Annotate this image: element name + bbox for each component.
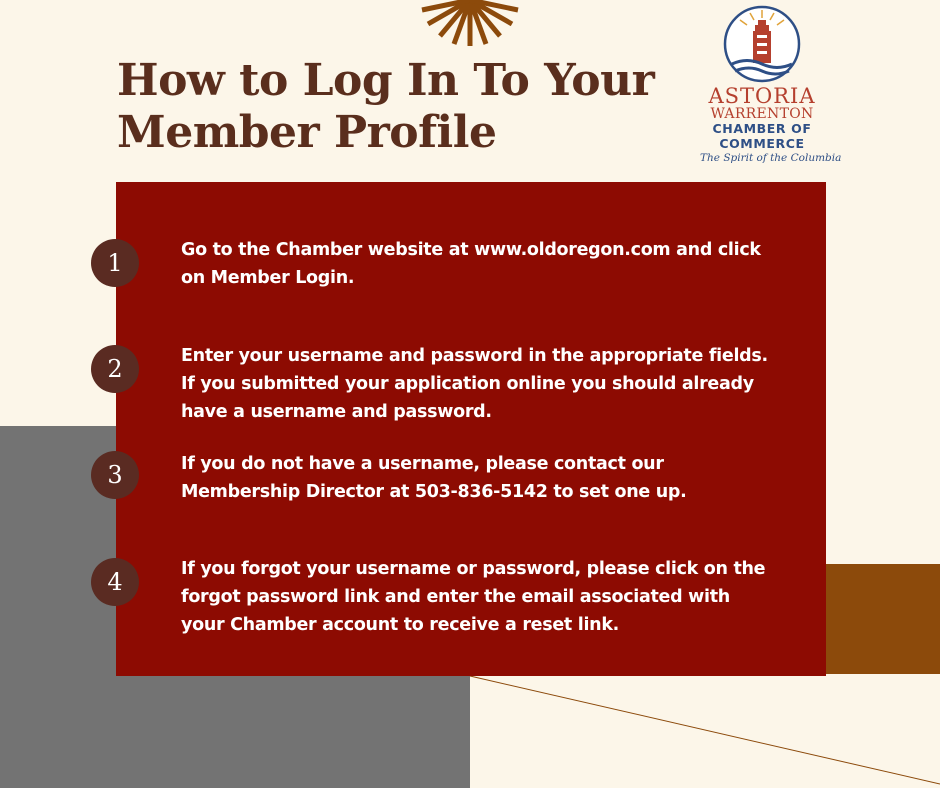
step-3-line-2: Membership Director at 503-836-5142 to set one up. xyxy=(181,482,687,502)
step-4-line-3: your Chamber account to receive a reset link. xyxy=(181,615,620,635)
title-line-2: Member Profile xyxy=(117,107,497,158)
step-1-text xyxy=(181,236,821,292)
step-4-line-2: forgot password link and enter the email associated with xyxy=(181,587,730,607)
logo-line-commerce: COMMERCE xyxy=(719,136,805,151)
logo-tagline: The Spirit of the Columbia xyxy=(700,152,842,164)
page-title xyxy=(117,55,677,159)
step-1-number-badge: 1 xyxy=(91,239,139,287)
step-1-line-1: Go to the Chamber website at www.oldoregon.com and click xyxy=(181,240,761,260)
step-2-line-1: Enter your username and password in the appropriate fields. xyxy=(181,346,768,366)
logo-line-chamber-of: CHAMBER OF xyxy=(712,121,812,136)
step-3-line-1: If you do not have a username, please contact our xyxy=(181,454,664,474)
step-4-text xyxy=(181,555,821,639)
lighthouse-emblem-icon xyxy=(722,4,802,84)
step-4-line-1: If you forgot your username or password, please click on the xyxy=(181,559,766,579)
step-2-line-2: If you submitted your application online you should already xyxy=(181,374,754,394)
step-2-text xyxy=(181,342,821,426)
step-3-text xyxy=(181,450,821,506)
step-4-number-badge: 4 xyxy=(91,558,139,606)
step-2-number-badge: 2 xyxy=(91,345,139,393)
sunburst-decoration-icon xyxy=(420,0,520,50)
step-3-number-badge: 3 xyxy=(91,451,139,499)
title-line-1: How to Log In To Your xyxy=(117,55,655,106)
chamber-logo xyxy=(700,4,842,182)
orange-accent-block xyxy=(826,564,940,674)
logo-line-astoria: ASTORIA xyxy=(708,84,816,108)
step-2-line-3: have a username and password. xyxy=(181,402,492,422)
logo-line-warrenton: WARRENTON xyxy=(710,106,814,122)
step-1-line-2: on Member Login. xyxy=(181,268,355,288)
